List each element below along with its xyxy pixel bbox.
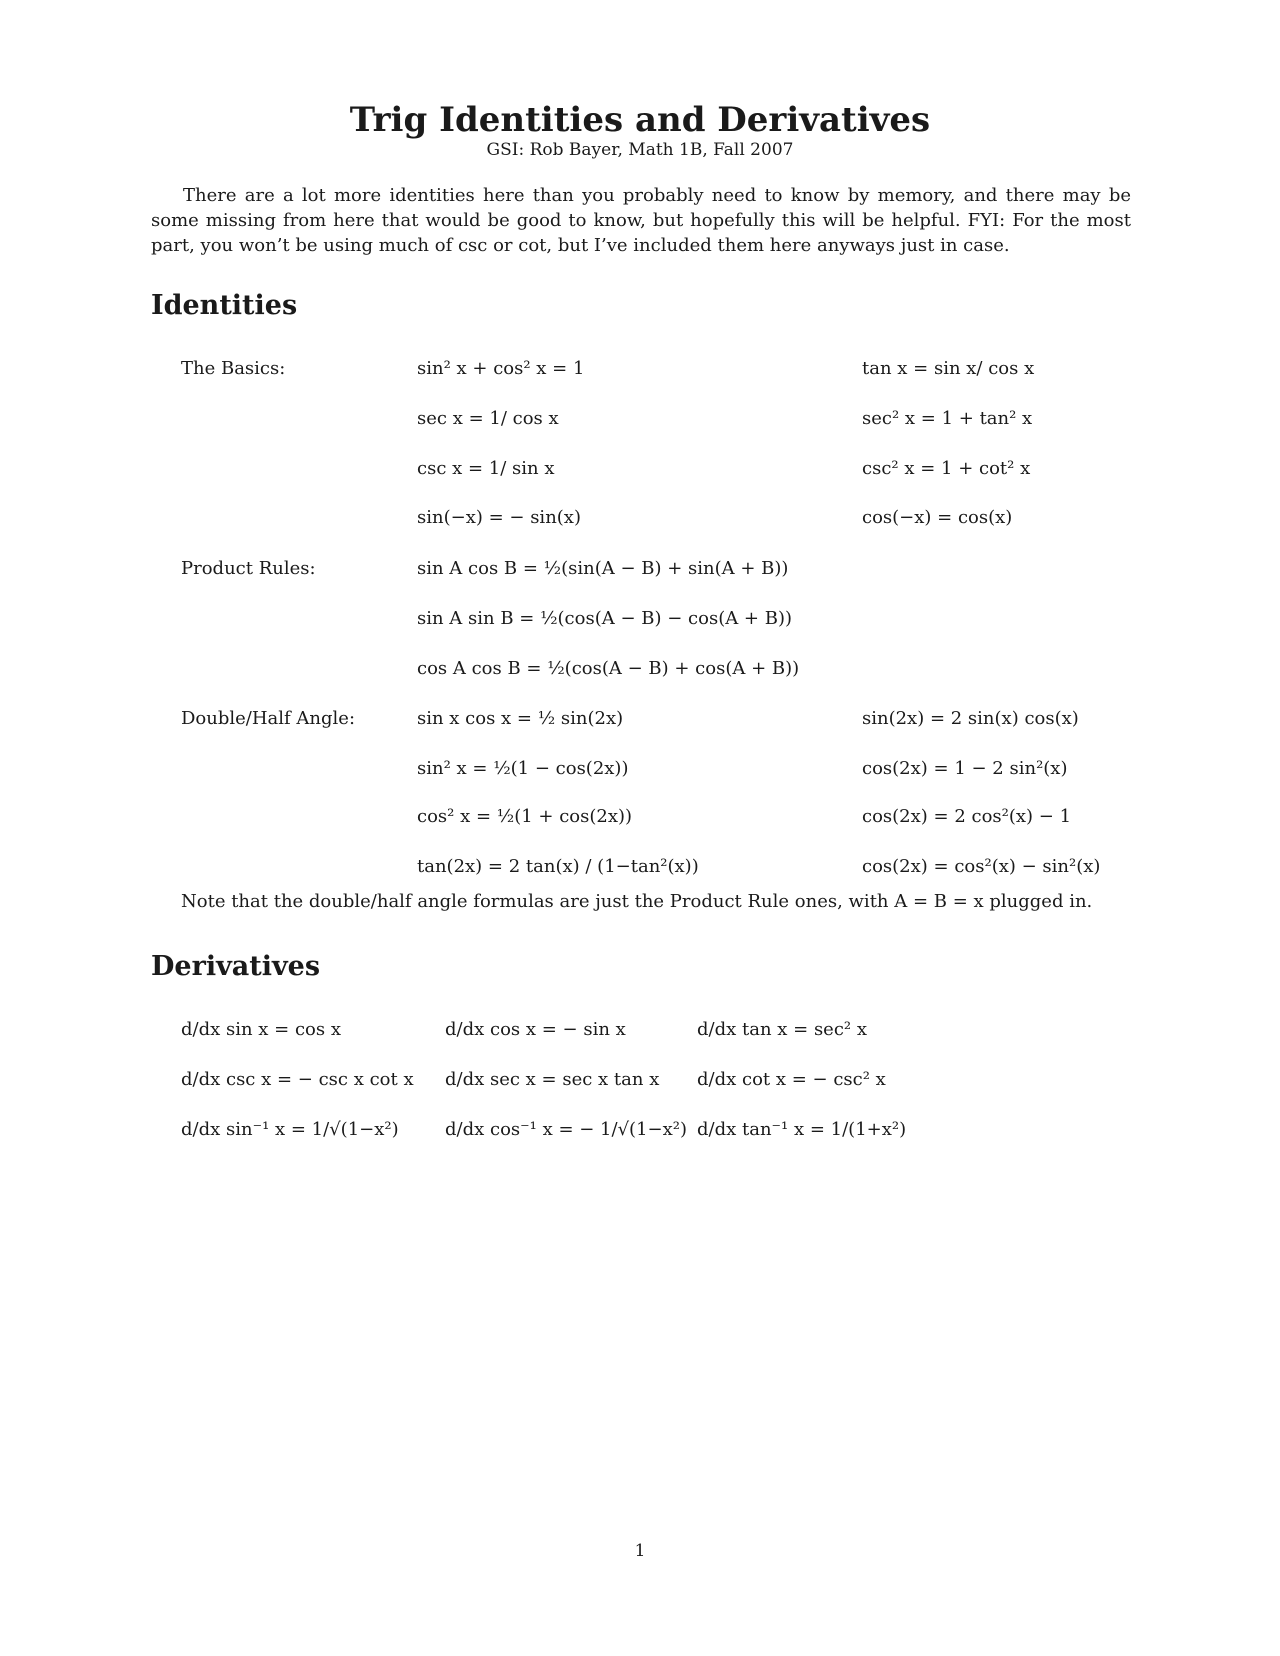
double-row-1-right: sin(2x) = 2 sin(x) cos(x): [862, 708, 1079, 729]
basics-row-2-left: sec x = 1/ cos x: [417, 408, 559, 429]
basics-row-1-right: tan x = sin x/ cos x: [862, 358, 1035, 379]
page-title: Trig Identities and Derivatives: [349, 100, 931, 140]
identities-note: Note that the double/half angle formulas are just the Product Rule ones, with A = B = x plugged in.: [181, 891, 1093, 912]
identities-heading: Identities: [151, 290, 298, 321]
double-row-2-right: cos(2x) = 1 − 2 sin²(x): [862, 758, 1068, 779]
double-row-4-left: tan(2x) = 2 tan(x) / (1−tan²(x)): [417, 856, 699, 877]
product-row-3: cos A cos B = ½(cos(A − B) + cos(A + B)): [417, 658, 800, 679]
double-label: Double/Half Angle:: [181, 708, 356, 729]
derivative-sin: d/dx sin x = cos x: [181, 1019, 341, 1040]
basics-row-3-right: csc² x = 1 + cot² x: [862, 458, 1031, 479]
double-row-1-left: sin x cos x = ½ sin(2x): [417, 708, 624, 729]
basics-row-2-right: sec² x = 1 + tan² x: [862, 408, 1033, 429]
product-label: Product Rules:: [181, 558, 316, 579]
double-row-4-right: cos(2x) = cos²(x) − sin²(x): [862, 856, 1101, 877]
derivative-arcsin: d/dx sin⁻¹ x = 1/√(1−x²): [181, 1119, 399, 1140]
basics-row-3-left: csc x = 1/ sin x: [417, 458, 555, 479]
basics-row-4-right: cos(−x) = cos(x): [862, 507, 1013, 528]
page-subtitle: GSI: Rob Bayer, Math 1B, Fall 2007: [486, 140, 794, 160]
basics-label: The Basics:: [181, 358, 286, 379]
basics-row-4-left: sin(−x) = − sin(x): [417, 507, 581, 528]
page-number: 1: [634, 1541, 646, 1561]
intro-paragraph: [151, 183, 1131, 258]
basics-row-1-left: sin² x + cos² x = 1: [417, 358, 585, 379]
derivative-csc: d/dx csc x = − csc x cot x: [181, 1069, 414, 1090]
derivative-cot: d/dx cot x = − csc² x: [697, 1069, 886, 1090]
double-row-3-left: cos² x = ½(1 + cos(2x)): [417, 806, 633, 827]
intro-text: There are a lot more identities here than you probably need to know by memory, and there may be some missing from here that would be good to know, but hopefully this will be helpful. FYI: For the most part, you won’t be using much of csc or cot, but I’ve included them here anyways just in case.: [151, 185, 1131, 256]
derivative-tan: d/dx tan x = sec² x: [697, 1019, 867, 1040]
double-row-2-left: sin² x = ½(1 − cos(2x)): [417, 758, 629, 779]
double-row-3-right: cos(2x) = 2 cos²(x) − 1: [862, 806, 1072, 827]
product-row-1: sin A cos B = ½(sin(A − B) + sin(A + B)): [417, 558, 789, 579]
derivative-sec: d/dx sec x = sec x tan x: [445, 1069, 660, 1090]
derivatives-heading: Derivatives: [151, 951, 321, 982]
derivative-arctan: d/dx tan⁻¹ x = 1/(1+x²): [697, 1119, 907, 1140]
derivative-cos: d/dx cos x = − sin x: [445, 1019, 626, 1040]
product-row-2: sin A sin B = ½(cos(A − B) − cos(A + B)): [417, 608, 793, 629]
derivative-arccos: d/dx cos⁻¹ x = − 1/√(1−x²): [445, 1119, 687, 1140]
